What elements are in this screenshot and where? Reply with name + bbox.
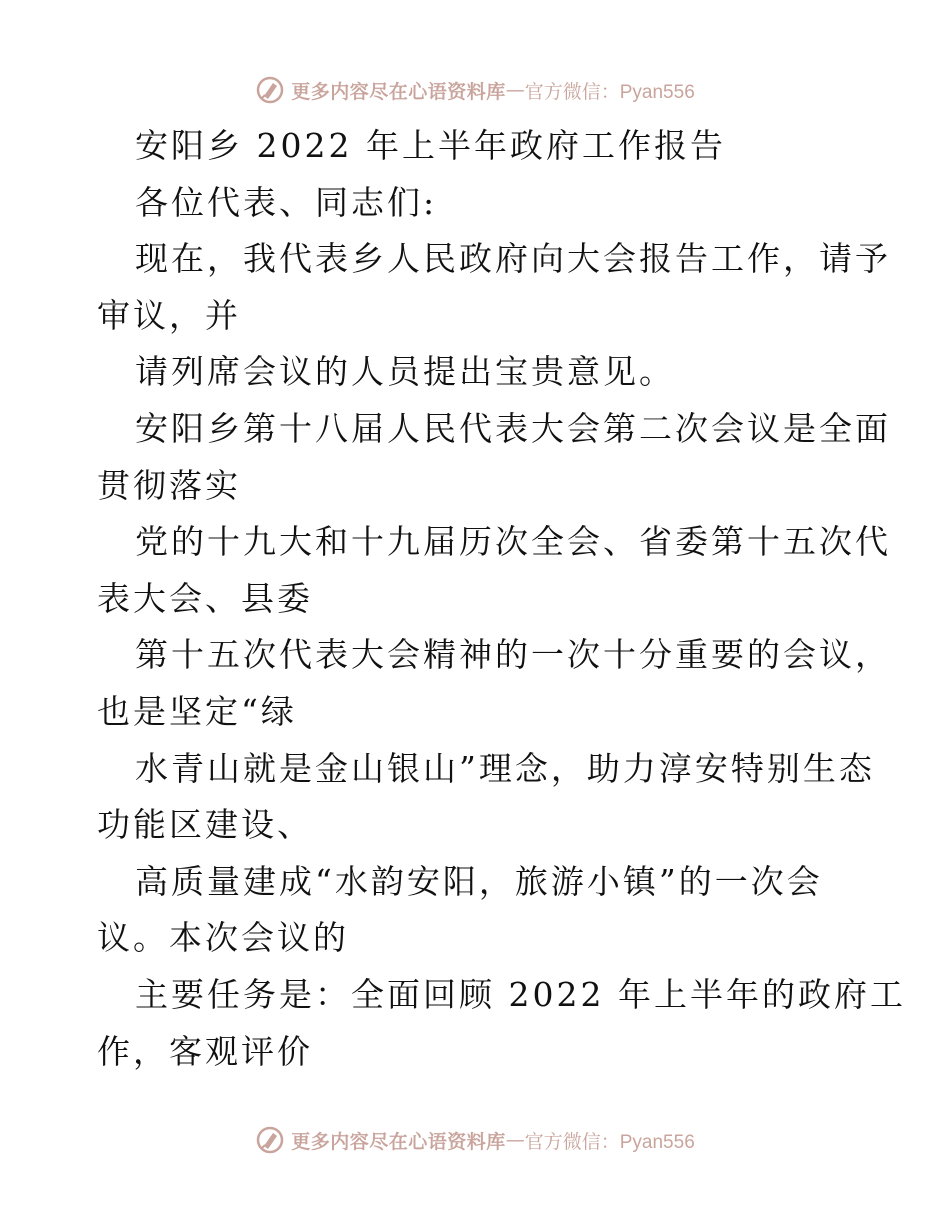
paragraph-line: 安阳乡第十八届人民代表大会第二次会议是全面 <box>135 408 891 448</box>
header-watermark <box>0 70 950 110</box>
paragraph-line: 党的十九大和十九届历次全会、省委第十五次代 <box>135 522 891 562</box>
pen-nib-logo-icon <box>255 75 285 105</box>
paragraph-line: 第十五次代表大会精神的一次十分重要的会议， <box>135 635 891 675</box>
watermark-brand: 更多内容尽在心语资料库 <box>291 1130 506 1153</box>
paragraph-line: 水青山就是金山银山”理念，助力淳安特别生态 <box>135 748 875 788</box>
document-title: 安阳乡 2022 年上半年政府工作报告 <box>135 126 726 165</box>
paragraph-line: 贯彻落实 <box>97 465 241 505</box>
watermark-contact: 官方微信：Pyan556 <box>524 81 695 103</box>
document-body <box>97 118 906 1080</box>
paragraph-line: 高质量建成“水韵安阳，旅游小镇”的一次会 <box>135 861 823 901</box>
watermark-separator: — <box>505 79 525 101</box>
paragraph-line: 作，客观评价 <box>97 1031 313 1071</box>
footer-watermark <box>0 1120 950 1160</box>
watermark-brand: 更多内容尽在心语资料库 <box>291 80 506 103</box>
watermark-contact: 官方微信：Pyan556 <box>524 1131 695 1153</box>
watermark-separator: — <box>505 1129 525 1151</box>
paragraph-line: 现在，我代表乡人民政府向大会报告工作，请予 <box>135 239 891 279</box>
paragraph-line: 审议，并 <box>97 295 241 335</box>
paragraph-line: 议。本次会议的 <box>97 918 349 958</box>
paragraph-line: 功能区建设、 <box>97 805 313 845</box>
salutation: 各位代表、同志们: <box>135 182 438 222</box>
paragraph-line: 主要任务是：全面回顾 2022 年上半年的政府工 <box>135 974 906 1014</box>
paragraph-line: 请列席会议的人员提出宝贵意见。 <box>135 352 675 392</box>
pen-nib-logo-icon <box>255 1125 285 1155</box>
paragraph-line: 也是坚定“绿 <box>97 691 297 731</box>
paragraph-line: 表大会、县委 <box>97 578 313 618</box>
